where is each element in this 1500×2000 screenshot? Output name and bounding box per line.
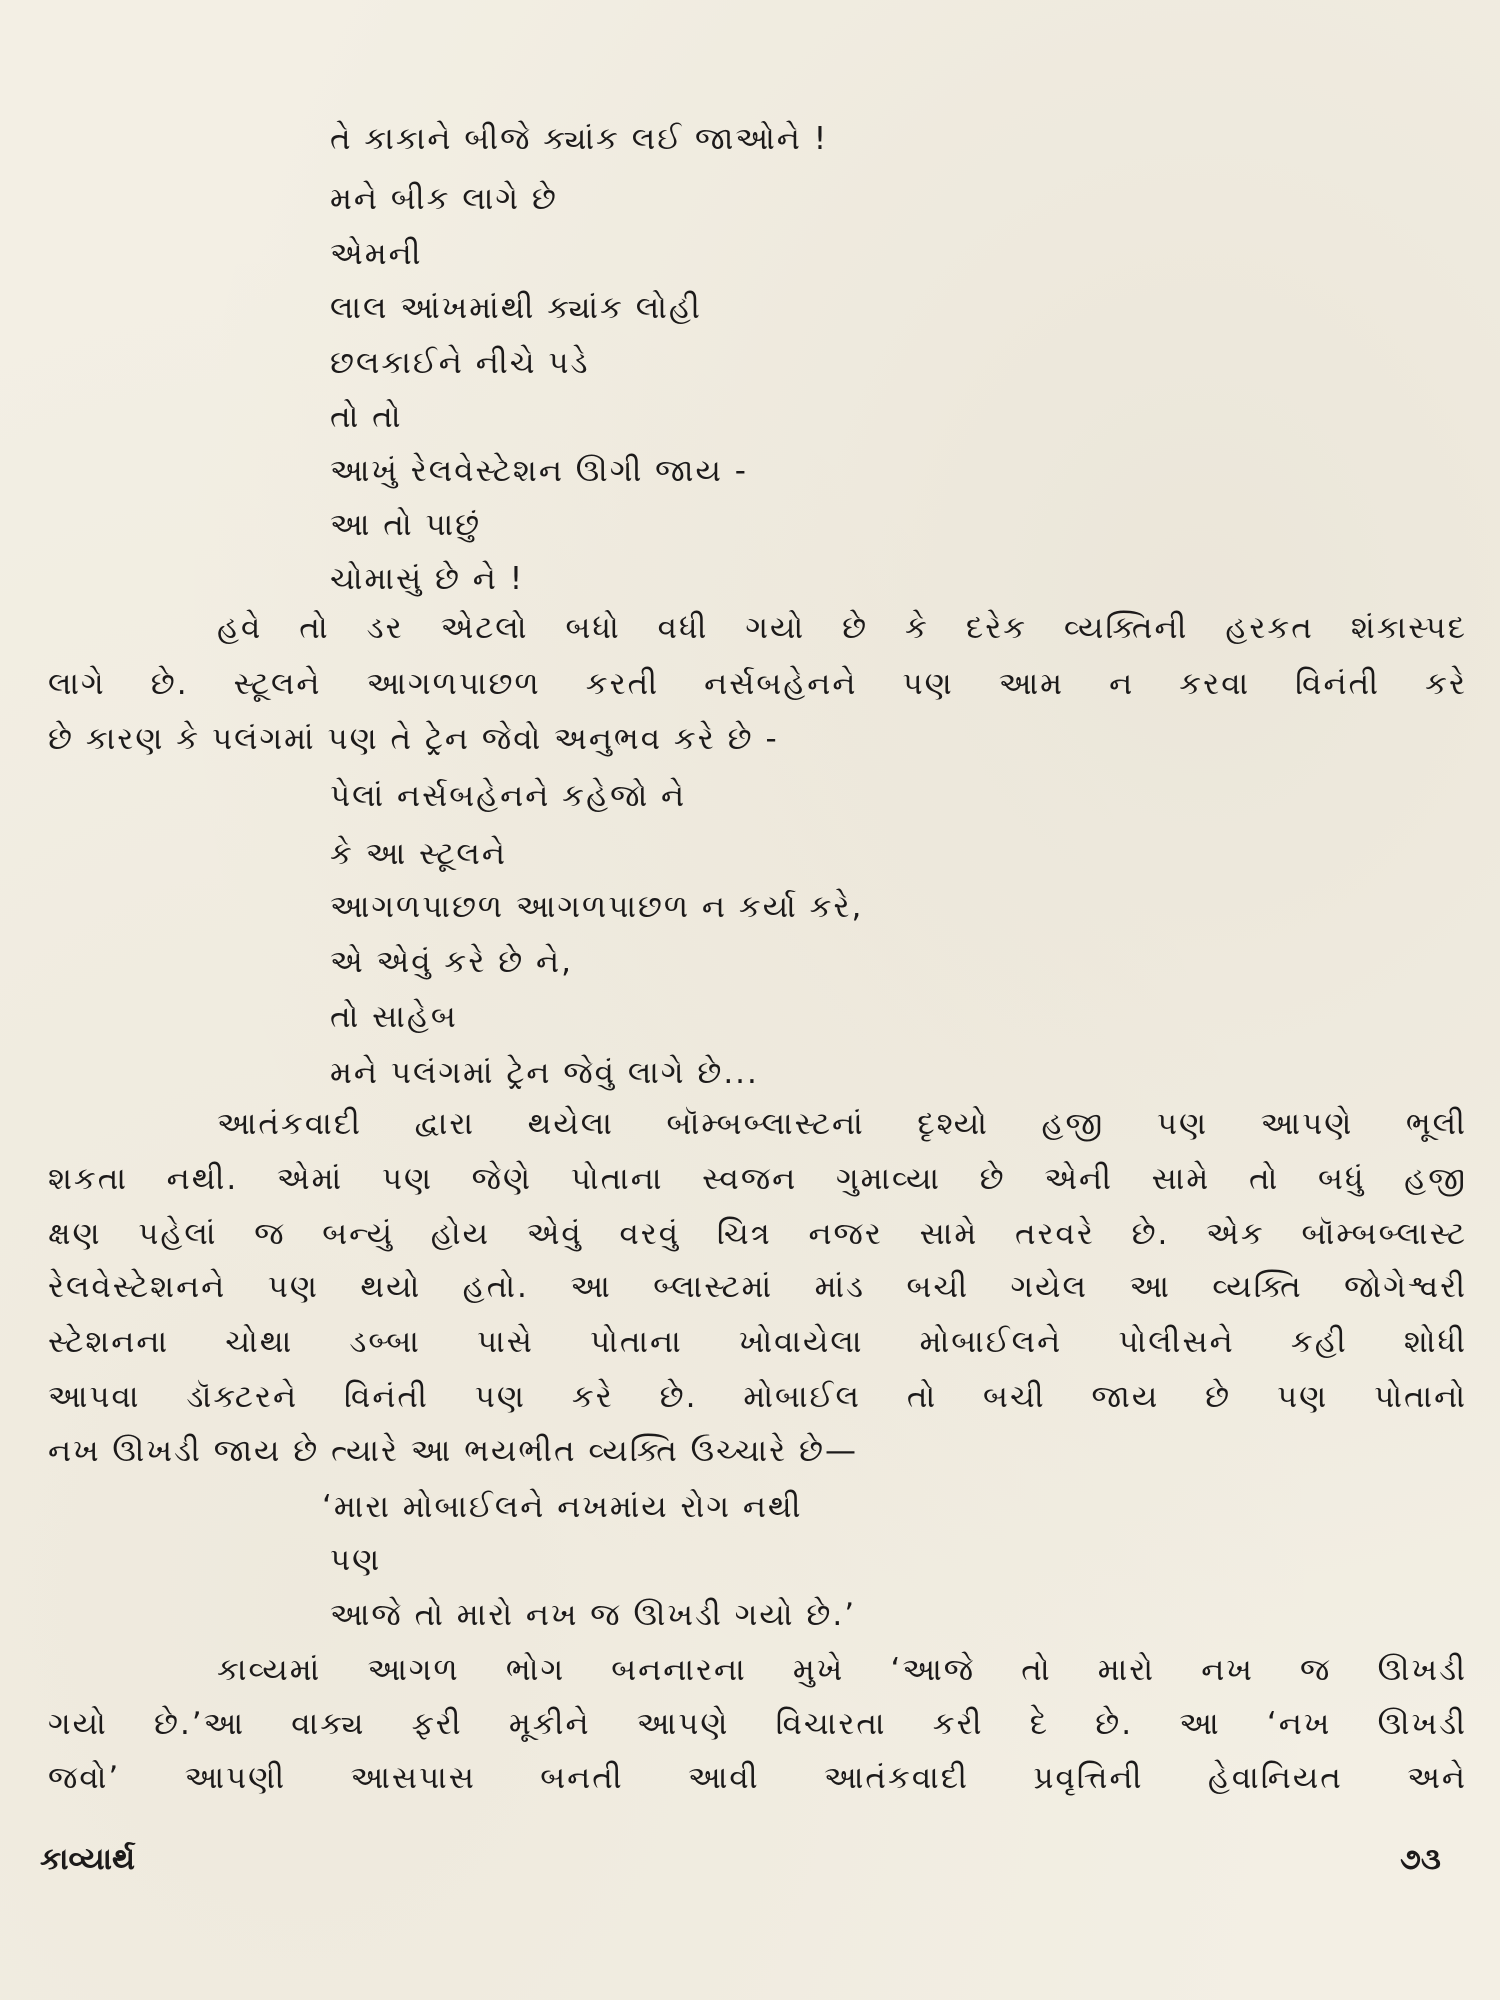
poem-line: આ તો પાછું (330, 507, 482, 543)
prose-line: આપવા ડૉક્ટરને વિનંતી પણ કરે છે. મોબાઈલ તો બચી જાય છે પણ પોતાનો (48, 1379, 1467, 1415)
poem-line: આજે તો મારો નખ જ ઊખડી ગયો છે.’ (330, 1597, 857, 1633)
prose-line: જવો’ આપણી આસપાસ બનતી આવી આતંકવાદી પ્રવૃત્તિની હેવાનિયત અને (48, 1760, 1467, 1796)
poem-line: ‘મારા મોબાઈલને નખમાંય રોગ નથી (322, 1489, 803, 1525)
prose-line: છે કારણ કે પલંગમાં પણ તે ટ્રેન જેવો અનુભવ કરે છે - (48, 721, 779, 757)
prose-line: આતંકવાદી દ્વારા થયેલા બૉમ્બબ્લાસ્ટનાં દૃશ્યો હજી પણ આપણે ભૂલી (217, 1106, 1467, 1142)
poem-line: છલકાઈને નીચે પડે (330, 345, 590, 381)
poem-line: તો તો (330, 399, 403, 435)
poem-line: પેલાં નર્સબહેનને કહેજો ને (330, 778, 687, 814)
prose-line: રેલવેસ્ટેશનને પણ થયો હતો. આ બ્લાસ્ટમાં માંડ બચી ગયેલ આ વ્યક્તિ જોગેશ્વરી (48, 1269, 1467, 1305)
poem-line: મને બીક લાગે છે (330, 181, 558, 217)
poem-line: આગળપાછળ આગળપાછળ ન કર્યા કરે, (330, 889, 864, 925)
poem-line: ચોમાસું છે ને ! (330, 561, 525, 597)
page-number: ૭૩ (1400, 1842, 1441, 1877)
poem-line: લાલ આંખમાંથી ક્યાંક લોહી (330, 290, 702, 326)
poem-line: એ એવું કરે છે ને, (330, 944, 573, 980)
prose-line: નખ ઊખડી જાય છે ત્યારે આ ભયભીત વ્યક્તિ ઉચ્ચારે છે— (48, 1433, 858, 1469)
prose-line: લાગે છે. સ્ટૂલને આગળપાછળ કરતી નર્સબહેનને પણ આમ ન કરવા વિનંતી કરે (48, 666, 1467, 702)
poem-line: આખું રેલવેસ્ટેશન ઊગી જાય - (330, 453, 748, 489)
prose-line: ગયો છે.’આ વાક્ય ફરી મૂકીને આપણે વિચારતા કરી દે છે. આ ‘નખ ઊખડી (48, 1706, 1467, 1742)
poem-line: તો સાહેબ (330, 999, 458, 1035)
prose-line: કાવ્યમાં આગળ ભોગ બનનારના મુખે ‘આજે તો મારો નખ જ ઊખડી (217, 1652, 1467, 1688)
prose-line: શકતા નથી. એમાં પણ જેણે પોતાના સ્વજન ગુમાવ્યા છે એની સામે તો બધું હજી (48, 1161, 1467, 1197)
poem-line: તે કાકાને બીજે ક્યાંક લઈ જાઓને ! (330, 121, 829, 157)
poem-line: એમની (330, 236, 423, 272)
prose-line: હવે તો ડર એટલો બધો વધી ગયો છે કે દરેક વ્યક્તિની હરકત શંકાસ્પદ (217, 610, 1467, 646)
poem-line: કે આ સ્ટૂલને (330, 836, 507, 872)
poem-line: પણ (330, 1542, 382, 1578)
prose-line: સ્ટેશનના ચોથા ડબ્બા પાસે પોતાના ખોવાયેલા મોબાઈલને પોલીસને કહી શોધી (48, 1324, 1467, 1360)
prose-line: ક્ષણ પહેલાં જ બન્યું હોય એવું વરવું ચિત્ર નજર સામે તરવરે છે. એક બૉમ્બબ્લાસ્ટ (48, 1216, 1467, 1252)
poem-line: મને પલંગમાં ટ્રેન જેવું લાગે છે... (330, 1055, 759, 1091)
footer-book-title: કાવ્યાર્થ (40, 1842, 135, 1877)
